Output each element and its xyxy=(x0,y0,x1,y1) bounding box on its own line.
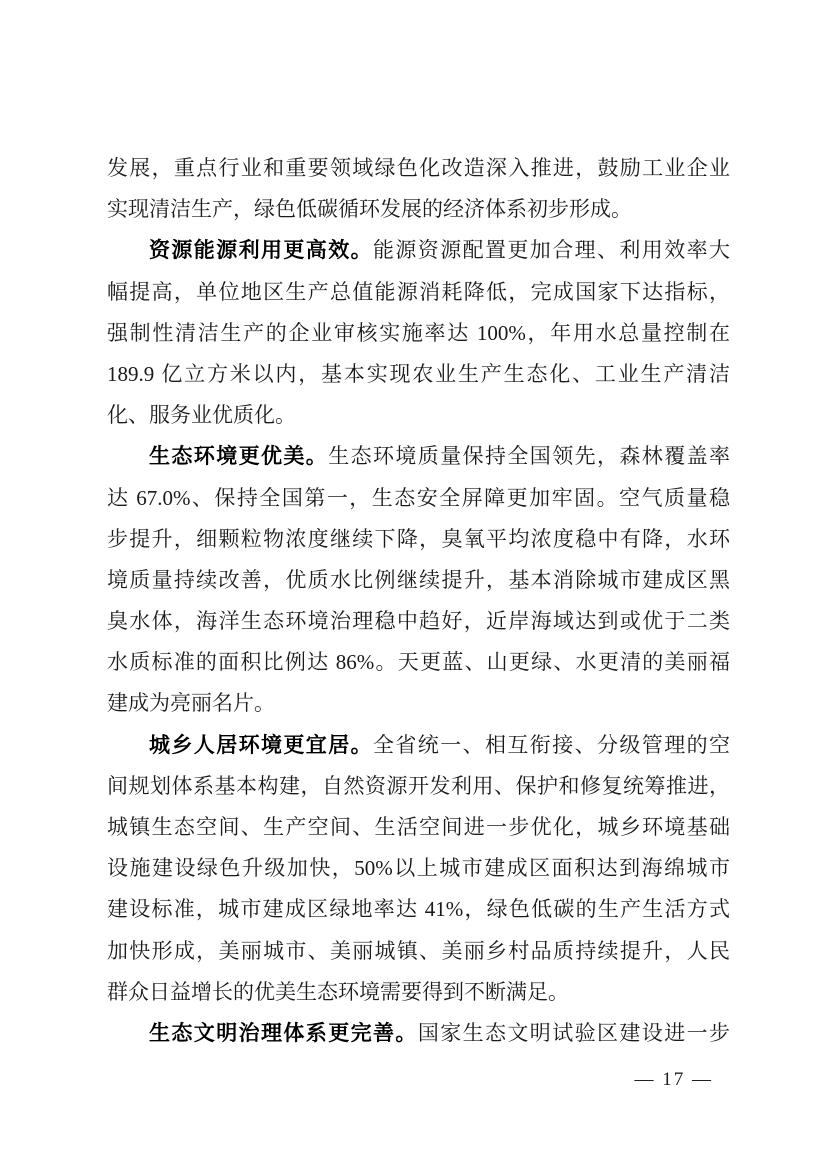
text-line xyxy=(107,725,730,766)
text-line xyxy=(107,889,730,930)
line-text: 强制性清洁生产的企业审核实施率达 100%，年用水总量控制在 xyxy=(107,320,730,345)
text-line xyxy=(107,560,730,601)
line-text: 达 67.0%、保持全国第一，生态安全屏障更加牢固。空气质量稳 xyxy=(107,485,730,510)
text-line xyxy=(107,436,730,477)
line-text: 建成为亮丽名片。 xyxy=(107,691,275,716)
paragraph-heading: 城乡人居环境更宜居。 xyxy=(149,733,373,757)
line-text: 群众日益增长的优美生态环境需要得到不断满足。 xyxy=(107,979,569,1004)
line-text: 间规划体系基本构建，自然资源开发利用、保护和修复统筹推进， xyxy=(107,773,730,798)
text-line xyxy=(107,601,730,642)
text-line xyxy=(107,313,730,354)
line-text: 化、服务业优质化。 xyxy=(107,403,296,428)
paragraph-heading: 生态文明治理体系更完善。 xyxy=(149,1021,418,1045)
text-line xyxy=(107,272,730,313)
page-number: — 17 — xyxy=(634,1069,713,1090)
line-text: 幅提高，单位地区生产总值能源消耗降低，完成国家下达指标， xyxy=(107,279,730,304)
line-text: 城镇生态空间、生产空间、生活空间进一步优化，城乡环境基础 xyxy=(107,815,730,839)
text-line xyxy=(107,683,730,724)
line-text: 建设标准，城市建成区绿地率达 41%，绿色低碳的生产生活方式 xyxy=(107,897,730,922)
line-text: 境质量持续改善，优质水比例继续提升，基本消除城市建成区黑 xyxy=(107,567,730,592)
line-text: 国家生态文明试验区建设进一步 xyxy=(417,1020,730,1045)
text-line xyxy=(107,189,730,230)
line-text: 设施建设绿色升级加快，50%以上城市建成区面积达到海绵城市 xyxy=(107,856,730,881)
text-line xyxy=(107,1013,730,1054)
line-text: 189.9 亿立方米以内，基本实现农业生产生态化、工业生产清洁 xyxy=(107,361,730,386)
line-text: 加快形成，美丽城市、美丽城镇、美丽乡村品质持续提升，人民 xyxy=(107,938,730,963)
paragraph-heading: 生态环境更优美。 xyxy=(149,445,329,469)
text-line xyxy=(107,148,730,189)
line-text: 臭水体，海洋生态环境治理稳中趋好，近岸海域达到或优于二类 xyxy=(107,609,730,634)
text-line xyxy=(107,230,730,271)
body-text xyxy=(107,148,730,1054)
line-text: 步提升，细颗粒物浓度继续下降，臭氧平均浓度稳中有降，水环 xyxy=(107,526,730,551)
text-line xyxy=(107,766,730,807)
text-line xyxy=(107,807,730,848)
text-line xyxy=(107,519,730,560)
text-line xyxy=(107,478,730,519)
text-line xyxy=(107,395,730,436)
line-text: 能源资源配置更加合理、利用效率大 xyxy=(373,238,730,263)
line-text: 实现清洁生产，绿色低碳循环发展的经济体系初步形成。 xyxy=(107,197,632,222)
text-line xyxy=(107,972,730,1013)
text-line xyxy=(107,848,730,889)
line-text: 全省统一、相互衔接、分级管理的空 xyxy=(373,732,730,757)
paragraph-heading: 资源能源利用更高效。 xyxy=(149,239,373,263)
text-line xyxy=(107,354,730,395)
line-text: 生态环境质量保持全国领先，森林覆盖率 xyxy=(328,444,730,469)
line-text: 发展，重点行业和重要领域绿色化改造深入推进，鼓励工业企业 xyxy=(107,156,730,180)
text-line xyxy=(107,642,730,683)
line-text: 水质标准的面积比例达 86%。天更蓝、山更绿、水更清的美丽福 xyxy=(107,650,730,675)
text-line xyxy=(107,931,730,972)
